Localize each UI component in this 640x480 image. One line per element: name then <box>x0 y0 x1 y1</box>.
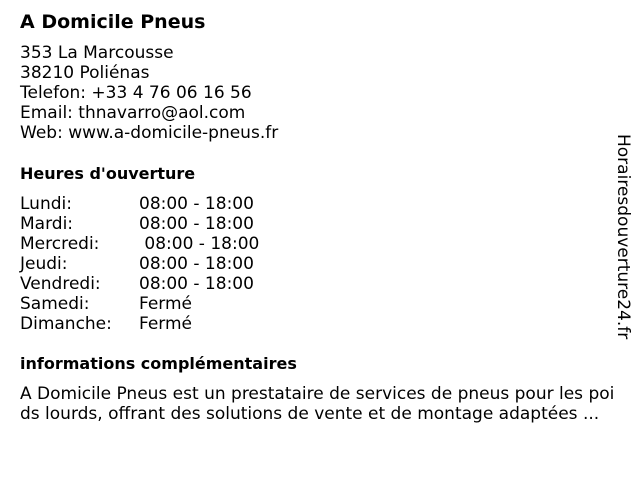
hours-day-label: Jeudi: <box>20 254 68 274</box>
hours-day-label: Vendredi: <box>20 274 101 294</box>
hours-row-saturday <box>20 294 320 314</box>
website-link[interactable]: Web: www.a-domicile-pneus.fr <box>20 123 279 143</box>
address-street: 353 La Marcousse <box>20 43 174 63</box>
email-address[interactable]: Email: thnavarro@aol.com <box>20 103 246 123</box>
business-description: A Domicile Pneus est un prestataire de services de pneus pour les poids lourds, offrant des solutions de vente et de montage adaptées ... <box>20 384 615 424</box>
hours-row-tuesday <box>20 214 320 234</box>
additional-info-heading: informations complémentaires <box>20 354 297 373</box>
hours-day-label: Samedi: <box>20 294 90 314</box>
hours-day-label: Mardi: <box>20 214 74 234</box>
hours-time-value: Fermé <box>139 294 193 314</box>
phone-number[interactable]: Telefon: +33 4 76 06 16 56 <box>20 83 252 103</box>
business-name: A Domicile Pneus <box>20 11 206 33</box>
hours-day-label: Mercredi: <box>20 234 100 254</box>
hours-time-value: 08:00 - 18:00 <box>139 234 260 254</box>
hours-row-monday <box>20 194 320 214</box>
hours-time-value: 08:00 - 18:00 <box>139 254 254 274</box>
hours-day-label: Dimanche: <box>20 314 112 334</box>
hours-row-thursday <box>20 254 320 274</box>
hours-row-sunday <box>20 314 320 334</box>
hours-time-value: 08:00 - 18:00 <box>139 194 254 214</box>
hours-row-wednesday <box>20 234 320 254</box>
hours-time-value: 08:00 - 18:00 <box>139 274 254 294</box>
hours-day-label: Lundi: <box>20 194 72 214</box>
hours-time-value: Fermé <box>139 314 193 334</box>
hours-row-friday <box>20 274 320 294</box>
site-watermark: Horairesdouverture24.fr <box>613 134 633 340</box>
hours-time-value: 08:00 - 18:00 <box>139 214 254 234</box>
address-city: 38210 Poliénas <box>20 63 150 83</box>
opening-hours-heading: Heures d'ouverture <box>20 164 196 183</box>
